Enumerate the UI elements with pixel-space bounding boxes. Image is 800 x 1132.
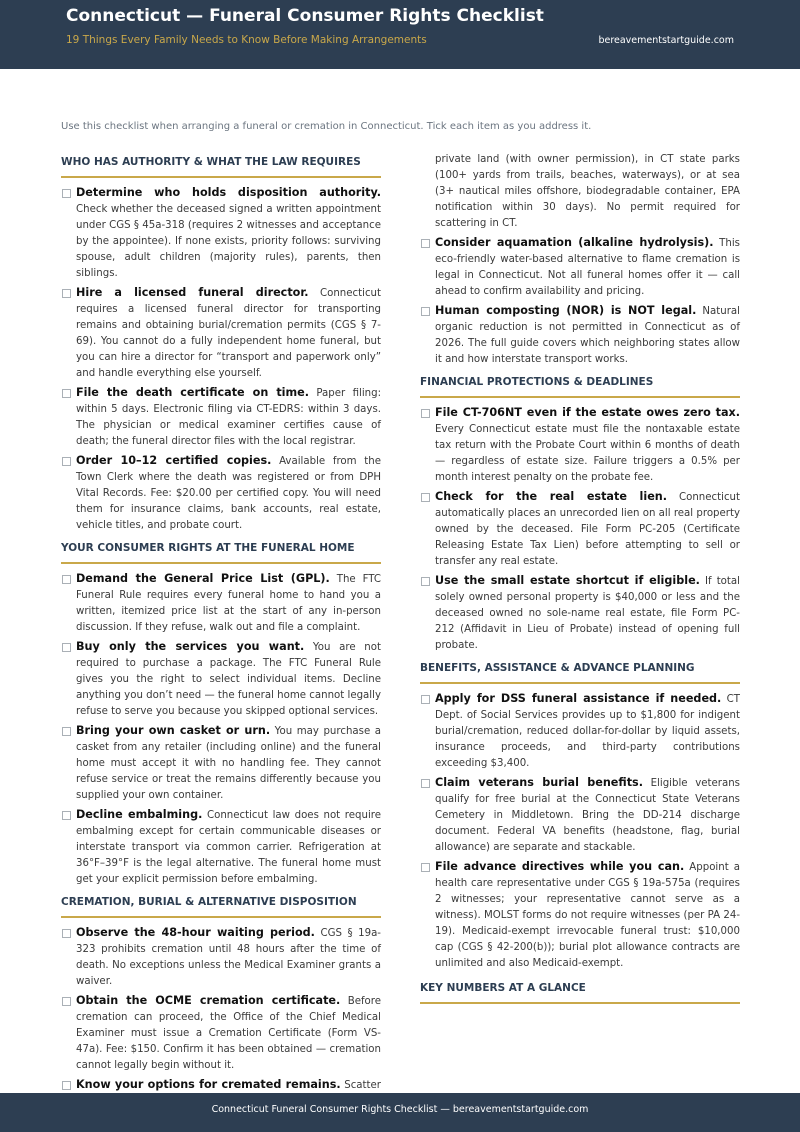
checklist-item-continued xyxy=(420,152,740,232)
benefits-list xyxy=(420,691,740,972)
section-title-financial: FINANCIAL PROTECTIONS & DEADLINES xyxy=(420,376,740,398)
checkbox[interactable] xyxy=(421,307,430,316)
checklist-item xyxy=(420,573,740,654)
item-lead: Obtain the OCME cremation certificate. xyxy=(76,994,341,1007)
item-lead: Apply for DSS funeral assistance if needed. xyxy=(435,692,722,705)
item-text: Connecticut law does not require embalming except for certain communicable diseases or interstate transport via common carrier. Refrigeration at 36°F–39°F is the legal alternative. The funeral home must get your explicit permission before embalming. xyxy=(76,810,382,885)
item-text-continued: private land (with owner permission), in CT state parks (100+ yards from trails, beaches, waterways), or at sea (3+ nautical miles offshore, biodegradable container, EPA notification within 30 days). No permit required for scattering in CT. xyxy=(435,154,740,229)
item-text: You may purchase a casket from any retailer (including online) and the funeral home must accept it with no handling fee. They cannot refuse service or treat the remains differently because you supplied your own container. xyxy=(76,726,382,801)
item-lead: File advance directives while you can. xyxy=(435,860,685,873)
item-text: Appoint a health care representative under CGS § 19a-575a (requires 2 witnesses; your representative cannot serve as a witness). MOLST forms do not require witnesses (per PA 24-19). Medicaid-exempt irrevocable funeral trust: $10,000 cap (CGS § 42-200(b)); burial plot allowance contracts are unlimited and also Medicaid-exempt. xyxy=(435,862,741,969)
item-lead: File CT-706NT even if the estate owes zero tax. xyxy=(435,406,740,419)
item-lead: Buy only the services you want. xyxy=(76,640,305,653)
item-text: Available from the Town Clerk where the death was registered or from DPH Vital Records. Fee: $20.00 per certified copy. You will need them for insurance claims, bank accounts, real estate, vehicle titles, and probate court. xyxy=(76,456,381,531)
checkbox[interactable] xyxy=(421,577,430,586)
item-lead: Bring your own casket or urn. xyxy=(76,724,271,737)
checkbox[interactable] xyxy=(62,189,71,198)
consumer-list xyxy=(61,571,381,888)
item-text: CGS § 19a-323 prohibits cremation until 48 hours after the time of death. No exceptions unless the Medical Examiner grants a waiver. xyxy=(76,928,381,987)
item-text: Paper filing: within 5 days. Electronic filing via CT-EDRS: within 3 days. The physician or medical examiner certifies cause of death; the funeral director files with the local registrar. xyxy=(76,388,382,447)
checkbox[interactable] xyxy=(421,863,430,872)
checklist-item xyxy=(61,571,381,636)
item-text: Connecticut requires a licensed funeral director for transporting remains and obtaining burial/cremation permits (CGS § 7-69). You cannot do a fully independent home funeral, but you can hire a director for “transport and paperwork only” and handle everything else yourself. xyxy=(76,288,382,379)
checklist-item xyxy=(61,993,381,1074)
right-column xyxy=(420,152,740,1011)
item-lead: Determine who holds disposition authority. xyxy=(76,186,381,199)
checklist-item xyxy=(420,303,740,368)
section-title-authority: WHO HAS AUTHORITY & WHAT THE LAW REQUIRES xyxy=(61,156,381,178)
item-lead: Hire a licensed funeral director. xyxy=(76,286,309,299)
item-text: Eligible veterans qualify for free burial at the Connecticut State Veterans Cemetery in Middletown. Bring the DD-214 discharge document. Federal VA benefits (headstone, flag, burial allowance) are separate and stackable. xyxy=(435,778,740,853)
checkbox[interactable] xyxy=(421,493,430,502)
section-title-consumer: YOUR CONSUMER RIGHTS AT THE FUNERAL HOME xyxy=(61,542,381,564)
checklist-item xyxy=(61,639,381,720)
checklist-item xyxy=(61,453,381,534)
checklist-item xyxy=(61,723,381,804)
checkbox[interactable] xyxy=(62,929,71,938)
item-lead: Check for the real estate lien. xyxy=(435,490,668,503)
checklist-item xyxy=(61,925,381,990)
checkbox[interactable] xyxy=(421,239,430,248)
page-title: Connecticut — Funeral Consumer Rights Checklist xyxy=(66,6,544,26)
page-footer: Connecticut Funeral Consumer Rights Checklist — bereavementstartguide.com xyxy=(0,1093,800,1132)
checklist-item xyxy=(420,691,740,772)
item-lead: Decline embalming. xyxy=(76,808,203,821)
page-header xyxy=(0,0,800,69)
checkbox[interactable] xyxy=(62,289,71,298)
checklist-item xyxy=(61,285,381,382)
item-text: Natural organic reduction is not permitted in Connecticut as of 2026. The full guide covers which neighboring states allow it and how interstate transport works. xyxy=(435,306,740,365)
checkbox[interactable] xyxy=(62,1081,71,1090)
item-text: CT Dept. of Social Services provides up to $1,800 for indigent burial/cremation, reduced dollar-for-dollar by liquid assets, insurance proceeds, and third-party contributions exceeding $3,400. xyxy=(435,694,740,769)
checklist-item xyxy=(420,859,740,972)
page-subtitle: 19 Things Every Family Needs to Know Before Making Arrangements xyxy=(66,34,427,46)
checkbox[interactable] xyxy=(62,811,71,820)
cremation-list xyxy=(61,925,381,1074)
checklist-item xyxy=(420,405,740,486)
item-lead: Consider aquamation (alkaline hydrolysis). xyxy=(435,236,714,249)
item-lead: Demand the General Price List (GPL). xyxy=(76,572,330,585)
item-text: If total solely owned personal property is $40,000 or less and the deceased owned no sole-name real estate, file Form PC-212 (Affidavit in Lieu of Probate) instead of opening full probate. xyxy=(435,576,740,651)
item-lead: Know your options for cremated remains. xyxy=(76,1078,341,1091)
item-lead: Order 10–12 certified copies. xyxy=(76,454,272,467)
intro-text: Use this checklist when arranging a funeral or cremation in Connecticut. Tick each item as you address it. xyxy=(61,121,592,132)
section-title-cremation: CREMATION, BURIAL & ALTERNATIVE DISPOSITION xyxy=(61,896,381,918)
site-name: bereavementstartguide.com xyxy=(598,35,734,46)
checkbox[interactable] xyxy=(62,389,71,398)
item-text: Scatter xyxy=(344,1080,381,1091)
checkbox[interactable] xyxy=(62,997,71,1006)
checkbox[interactable] xyxy=(421,695,430,704)
checklist-item xyxy=(61,807,381,888)
item-text: Before cremation can proceed, the Office of the Chief Medical Examiner must issue a Cremation Certificate (Form VS-47a). Fee: $150. Confirm it has been obtained — cremation cannot legally begin without it. xyxy=(76,996,382,1071)
item-lead: Human composting (NOR) is NOT legal. xyxy=(435,304,697,317)
item-lead: Use the small estate shortcut if eligible. xyxy=(435,574,700,587)
checkbox[interactable] xyxy=(62,575,71,584)
checklist-item xyxy=(61,385,381,450)
item-lead: Claim veterans burial benefits. xyxy=(435,776,643,789)
authority-list xyxy=(61,185,381,534)
checklist-item xyxy=(420,489,740,570)
item-text: Connecticut automatically places an unrecorded lien on all real property owned by the deceased. File Form PC-205 (Certificate Releasing Estate Tax Lien) before attempting to sell or transfer any real estate. xyxy=(435,492,740,567)
section-title-key-numbers: KEY NUMBERS AT A GLANCE xyxy=(420,982,740,1004)
checklist-item xyxy=(420,235,740,300)
checkbox[interactable] xyxy=(421,409,430,418)
item-text: You are not required to purchase a package. The FTC Funeral Rule gives you the right to select individual items. Decline anything you don’t need — the funeral home cannot legally refuse to serve you because you skipped optional services. xyxy=(76,642,381,717)
checkbox[interactable] xyxy=(62,457,71,466)
item-text: Check whether the deceased signed a written appointment under CGS § 45a-318 (requires 2 witnesses and acceptance by the appointee). If none exists, priority follows: surviving spouse, adult children (majority rules), parents, then siblings. xyxy=(76,204,381,279)
item-lead: Observe the 48-hour waiting period. xyxy=(76,926,315,939)
cremation-list-continued xyxy=(420,235,740,368)
checklist-item xyxy=(61,185,381,282)
checkbox[interactable] xyxy=(62,643,71,652)
checkbox[interactable] xyxy=(421,779,430,788)
item-text: This eco-friendly water-based alternative to flame cremation is legal in Connecticut. Not all funeral homes offer it — call ahead to confirm availability and pricing. xyxy=(435,238,740,297)
item-text: Every Connecticut estate must file the nontaxable estate tax return with the Probate Court within 6 months of death — regardless of estate size. Failure triggers a 0.5% per month interest penalty on the probate fee. xyxy=(435,424,740,483)
left-column xyxy=(61,150,381,1113)
checklist-item xyxy=(420,775,740,856)
financial-list xyxy=(420,405,740,654)
item-text: The FTC Funeral Rule requires every funeral home to hand you a written, itemized price list at the start of any in-person discussion. If they refuse, walk out and file a complaint. xyxy=(76,574,382,633)
checkbox[interactable] xyxy=(62,727,71,736)
item-lead: File the death certificate on time. xyxy=(76,386,309,399)
section-title-benefits: BENEFITS, ASSISTANCE & ADVANCE PLANNING xyxy=(420,662,740,684)
